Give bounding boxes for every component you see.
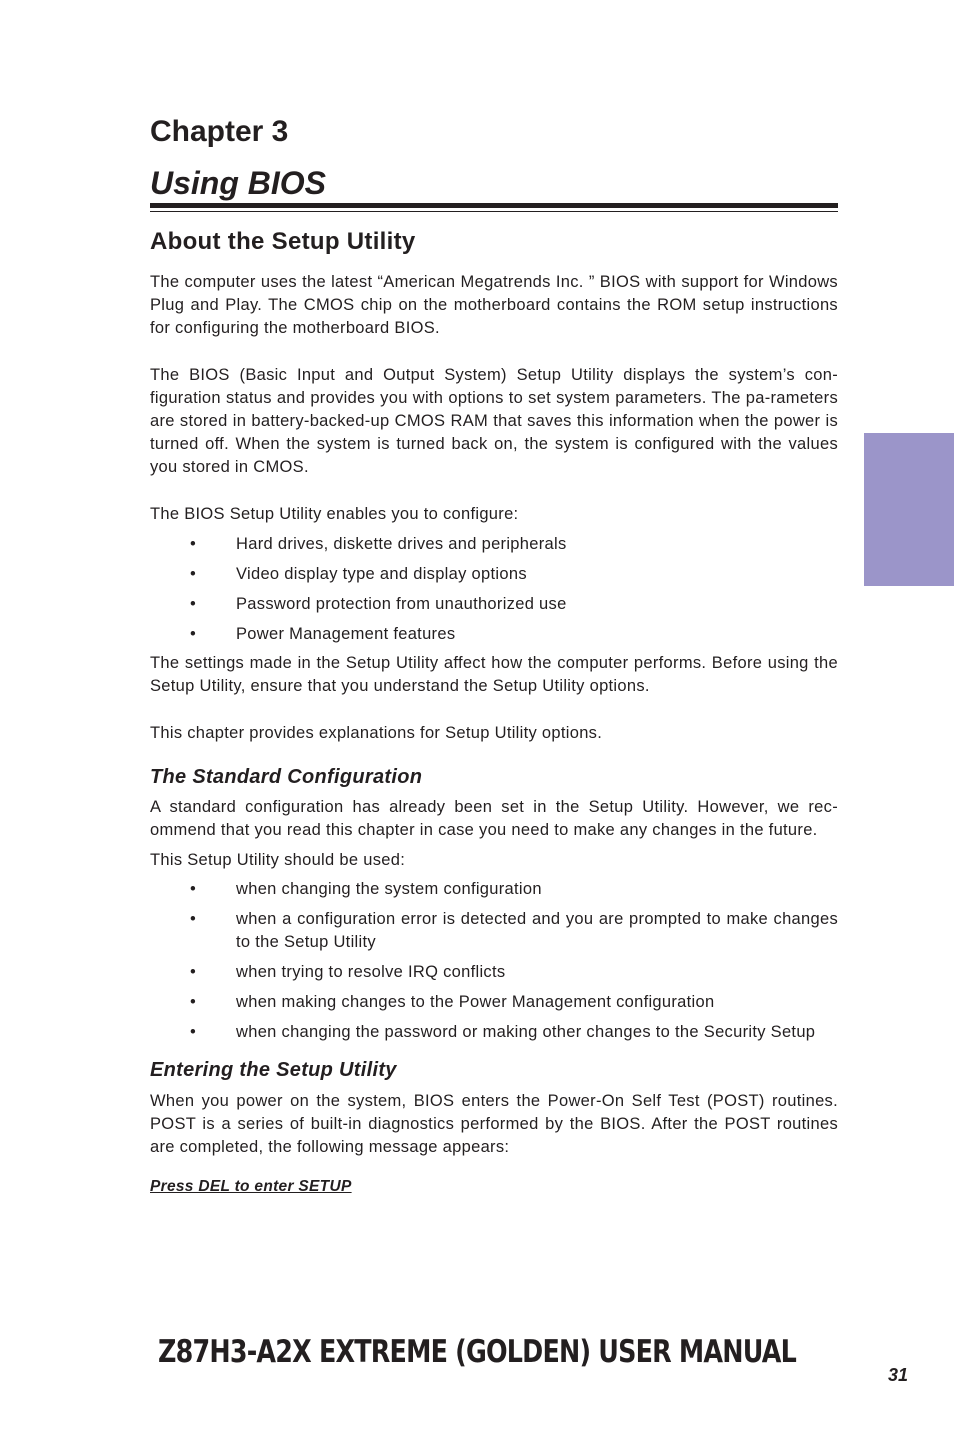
page-body bbox=[150, 222, 838, 1198]
title-rule-thin bbox=[150, 211, 838, 212]
list-item: • Video display type and display options bbox=[150, 563, 838, 586]
bullet-icon: • bbox=[190, 880, 197, 898]
list-item: • when changing the system configuration bbox=[150, 878, 838, 901]
list-item: • Power Management features bbox=[150, 623, 838, 646]
bullet-icon: • bbox=[190, 625, 197, 643]
manual-title: Z87H3-A2X EXTREME (GOLDEN) USER MANUAL bbox=[158, 1334, 796, 1370]
page-number: 31 bbox=[888, 1365, 909, 1385]
chapter-side-tab bbox=[864, 433, 954, 586]
bullet-icon: • bbox=[190, 993, 197, 1011]
list-item: • Password protection from unauthorized use bbox=[150, 593, 838, 616]
chapter-label: Chapter 3 bbox=[150, 115, 289, 148]
configure-list bbox=[150, 533, 838, 646]
list-item: • when a configuration error is detected and you are prompted to make changes to the Setup Utility bbox=[190, 910, 838, 951]
entering-setup-heading: Entering the Setup Utility bbox=[150, 1059, 397, 1081]
list-item: • when trying to resolve IRQ conflicts bbox=[150, 961, 838, 984]
section-heading: About the Setup Utility bbox=[150, 228, 416, 255]
bullet-icon: • bbox=[190, 595, 197, 613]
usage-list bbox=[150, 878, 838, 1044]
chapter-title: Using BIOS bbox=[150, 165, 327, 201]
title-rule-thick bbox=[150, 203, 838, 208]
bullet-icon: • bbox=[190, 963, 197, 981]
chapter-paragraph: This chapter provides explanations for Setup Utility options. bbox=[150, 724, 603, 742]
bullet-icon: • bbox=[190, 1023, 197, 1041]
standard-paragraph-1: A standard configuration has already been set in the Setup Utility. However, we rec-ommend that you read this chapter in case you need to make any changes in the future. bbox=[150, 798, 838, 839]
intro-paragraph-2: The BIOS (Basic Input and Output System) Setup Utility displays the system’s con-figuration status and provides you with options to set system parameters. The pa-rameters are stored in battery-backed-up CMOS RAM that saves this information when the power is turned off. When the system is turned back on, the system is configured with the values you stored in CMOS. bbox=[150, 366, 838, 476]
list-item: • when making changes to the Power Management configuration bbox=[150, 991, 838, 1014]
standard-paragraph-2: This Setup Utility should be used: bbox=[150, 851, 406, 869]
list-item: • Hard drives, diskette drives and peripherals bbox=[150, 533, 838, 556]
settings-paragraph: The settings made in the Setup Utility affect how the computer performs. Before using the Setup Utility, ensure that you understand the Setup Utility options. bbox=[150, 654, 838, 695]
bullet-icon: • bbox=[190, 565, 197, 583]
standard-config-heading: The Standard Configuration bbox=[150, 766, 423, 788]
list-item: • when changing the password or making other changes to the Security Setup bbox=[150, 1021, 838, 1044]
press-del-message: Press DEL to enter SETUP bbox=[150, 1178, 352, 1195]
bullet-icon: • bbox=[190, 535, 197, 553]
intro-paragraph-1: The computer uses the latest “American Megatrends Inc. ” BIOS with support for Windows Plug and Play. The CMOS chip on the motherboard contains the ROM setup instructions for configuring the motherboard BIOS. bbox=[150, 273, 838, 337]
entering-paragraph: When you power on the system, BIOS enters the Power-On Self Test (POST) routines. POST is a series of built-in diagnostics performed by the BIOS. After the POST routines are completed, the following message appears: bbox=[150, 1092, 838, 1156]
intro-paragraph-3: The BIOS Setup Utility enables you to configure: bbox=[150, 505, 519, 523]
bullet-icon: • bbox=[190, 910, 197, 928]
